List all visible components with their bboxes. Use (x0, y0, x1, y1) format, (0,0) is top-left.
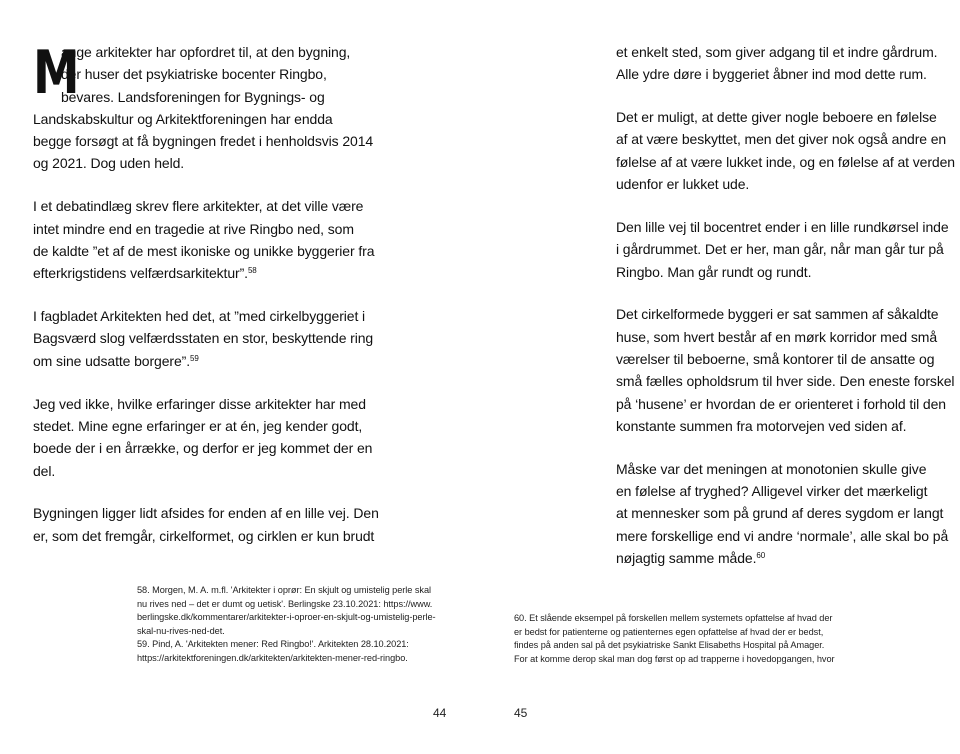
text-line: Bygningen ligger lidt afsides for enden af en lille vej. Den (33, 505, 379, 522)
footnote-ref-59[interactable]: 59 (190, 353, 199, 363)
footnote-line: 60. Et slående eksempel på forskellen mellem systemets opfattelse af hvad der (514, 613, 833, 623)
text-line: der huser det psykiatriske bocenter Ringbo, (61, 66, 327, 83)
text-line: begge forsøgt at få bygningen fredet i henholdsvis 2014 (33, 133, 374, 150)
paragraph (616, 106, 955, 195)
footnotes-left (137, 584, 447, 666)
footnotes-right (514, 612, 844, 666)
text-line: boede der i en årrække, og derfor er jeg kommet der en (33, 440, 373, 457)
text-line: og 2021. Dog uden held. (33, 155, 185, 172)
text-line: en følelse af tryghed? Alligevel virker det mærkeligt (616, 483, 928, 500)
paragraph (616, 458, 949, 569)
text-line: er, som det fremgår, cirkelformet, og cirklen er kun brudt (33, 527, 375, 544)
paragraph (616, 41, 938, 86)
footnote-line: 58. Morgen, M. A. m.fl. 'Arkitekter i oprør: En skjult og umistelig perle skal (137, 585, 431, 595)
text-line: de kaldte ”et af de mest ikoniske og unikke byggerier fra (33, 242, 375, 259)
text-line: bevares. Landsforeningen for Bygnings- og (61, 88, 325, 105)
text-line: Jeg ved ikke, hvilke erfaringer disse arkitekter har med (33, 395, 366, 412)
text-line: del. (33, 462, 56, 479)
text-line: intet mindre end en tragedie at rive Ringbo ned, som (33, 220, 354, 237)
text-line: Det cirkelformede byggeri er sat sammen af såkaldte (616, 306, 939, 323)
page-number-right: 45 (514, 706, 528, 720)
text-fragment: efterkrigstidens velfærdsarkitektur”. (33, 265, 248, 282)
text-line (33, 350, 353, 372)
text-line (616, 547, 928, 569)
text-line: i gårdrummet. Det er her, man går, når man går tur på (616, 241, 944, 258)
text-line: Måske var det meningen at monotonien skulle give (616, 460, 927, 477)
paragraph (616, 303, 955, 437)
footnote-line: nu rives ned – det er dumt og uetisk'. Berlingske 23.10.2021: https://www. (137, 598, 433, 609)
text-fragment: nøjagtig samme måde. (616, 550, 757, 567)
text-line: I et debatindlæg skrev flere arkitekter, at det ville være (33, 198, 364, 215)
text-line: ange arkitekter har opfordret til, at den bygning, (61, 44, 351, 60)
right-page-body (616, 41, 955, 590)
footnote-line: er bedst for patienterne og patienternes egen opfattelse af hvad der er bedst, (514, 626, 824, 637)
footnote-line[interactable]: berlingske.dk/kommentarer/arkitekter-i-oproer-en-skjult-og-umistelig-perle- (137, 612, 436, 623)
text-fragment: om sine udsatte borgere”. (33, 352, 191, 369)
text-line: et enkelt sted, som giver adgang til et indre gårdrum. (616, 44, 938, 60)
text-line: på ‘husene’ er hvordan de er orienteret i forhold til den (616, 395, 946, 412)
text-line: Bagsværd slog velfærdsstaten en stor, beskyttende ring (33, 330, 374, 347)
text-line: Landskabskultur og Arkitektforeningen har endda (33, 110, 333, 127)
text-line: udenfor er lukket ude. (616, 176, 750, 193)
footnote-line: findes på anden sal på det psykiatriske Sankt Elisabeths Hospital på Amager. (514, 640, 825, 651)
footnote-line: 59. Pind, A. 'Arkitekten mener: Red Ringbo!'. Arkitekten 28.10.2021: (137, 639, 409, 650)
text-line: mere forskellige end vi andre ‘normale’, alle skal bo på (616, 527, 949, 544)
paragraph (33, 393, 373, 482)
text-line: at mennesker som på grund af deres sygdom er langt (616, 505, 944, 522)
paragraph (33, 305, 374, 372)
text-line: Ringbo. Man går rundt og rundt. (616, 263, 812, 280)
footnote-ref-58[interactable]: 58 (247, 266, 257, 276)
footnote-ref-60[interactable]: 60 (756, 551, 766, 561)
footnote-line[interactable]: skal-nu-rives-ned-det. (137, 625, 225, 636)
text-line (33, 262, 353, 284)
paragraph (33, 502, 379, 547)
text-line: værelser til beboerne, små kontorer til de ansatte og (616, 351, 935, 368)
text-line: huse, som hvert består af en mørk korridor med små (616, 328, 937, 345)
text-line: I fagbladet Arkitekten hed det, at ”med cirkelbyggeriet i (33, 308, 366, 325)
paragraph (616, 216, 949, 283)
footnote-line: For at komme derop skal man dog først op ad trapperne i hovedopgangen, hvor (514, 653, 835, 664)
paragraph (33, 195, 375, 284)
text-line: små fælles opholdsrum til hver side. Den eneste forskel (616, 373, 955, 390)
text-line: stedet. Mine egne erfaringer er at én, jeg kender godt, (33, 417, 363, 434)
drop-cap: M (33, 38, 79, 108)
footnote-line[interactable]: https://arkitektforeningen.dk/arkitekten/arkitekten-mener-red-ringbo. (137, 652, 408, 663)
text-line: følelse af at være lukket inde, og en følelse af at verden (616, 153, 955, 170)
text-line: Den lille vej til bocentret ender i en lille rundkørsel inde (616, 218, 949, 235)
text-line: af at være beskyttet, men det giver nok også andre en (616, 131, 947, 148)
text-line: Alle ydre døre i byggeriet åbner ind mod dette rum. (616, 66, 927, 83)
paragraph (33, 38, 374, 175)
text-line: konstante summen fra motorvejen ved siden af. (616, 417, 907, 434)
page-number-left: 44 (433, 706, 447, 720)
text-line: Det er muligt, at dette giver nogle beboere en følelse (616, 109, 937, 126)
left-page-body (33, 38, 379, 568)
